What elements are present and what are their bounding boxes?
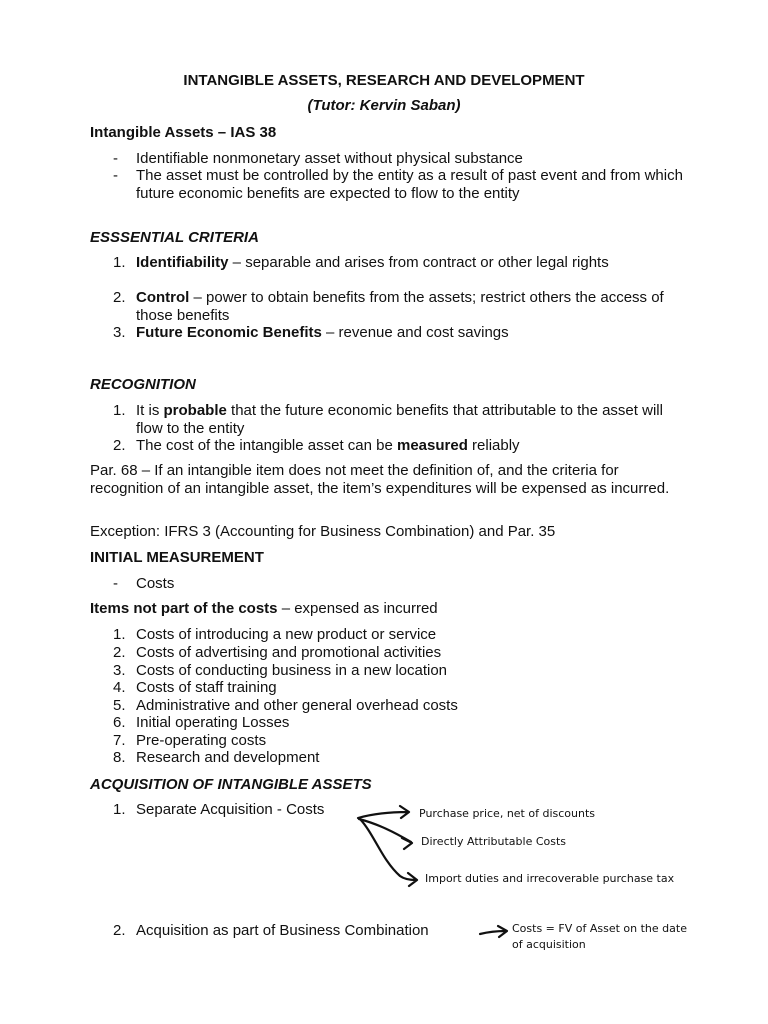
- criteria-desc: – power to obtain benefits from the assets; restrict others the access of those benefits: [136, 289, 664, 324]
- list-text: Pre-operating costs: [136, 732, 267, 749]
- not-part-of-costs-desc: – expensed as incurred: [277, 600, 438, 617]
- list-number: 6.: [113, 714, 126, 731]
- list-number: 3.: [113, 662, 126, 679]
- list-number: 8.: [113, 749, 126, 766]
- recognition-text: It is: [136, 402, 164, 419]
- list-number: 2.: [113, 437, 126, 454]
- criteria-term: Identifiability: [136, 254, 229, 271]
- recognition-text: that the future economic benefits that attributable to the asset will flow to the entity: [136, 402, 663, 437]
- list-number: 5.: [113, 697, 126, 714]
- acquisition-heading: ACQUISITION OF INTANGIBLE ASSETS: [90, 776, 372, 793]
- list-text: Costs of advertising and promotional activities: [136, 644, 442, 661]
- recognition-heading: RECOGNITION: [90, 376, 196, 393]
- arrow-to-fv-costs-icon: [480, 926, 507, 937]
- criteria-term: Future Economic Benefits: [136, 324, 322, 341]
- list-text: Costs of conducting business in a new location: [136, 662, 448, 679]
- list-number: 1.: [113, 254, 126, 271]
- list-text: Costs of staff training: [136, 679, 277, 696]
- criteria-desc: – revenue and cost savings: [321, 324, 509, 341]
- intangible-assets-heading: Intangible Assets – IAS 38: [90, 124, 277, 141]
- recognition-keyword: probable: [163, 402, 227, 419]
- list-text: Administrative and other general overhead costs: [136, 697, 458, 714]
- bullet-text: The asset must be controlled by the entity as a result of past event and from which future economic benefits are expected to flow to the entity: [136, 167, 683, 202]
- recognition-keyword: measured: [397, 437, 468, 454]
- list-text: Initial operating Losses: [136, 714, 290, 731]
- arrow-to-directly-attributable-icon: [359, 819, 412, 849]
- list-number: 1.: [113, 801, 126, 818]
- annotation-import-duties: Import duties and irrecoverable purchase tax: [425, 872, 675, 885]
- initial-measurement-heading: INITIAL MEASUREMENT: [90, 549, 264, 566]
- annotation-fv-line-2: of acquisition: [512, 938, 586, 951]
- bullet-dash: -: [113, 575, 118, 592]
- list-number: 2.: [113, 922, 126, 939]
- document-title: INTANGIBLE ASSETS, RESEARCH AND DEVELOPMENT: [183, 72, 585, 89]
- annotation-directly-attributable: Directly Attributable Costs: [421, 835, 567, 848]
- list-text: Research and development: [136, 749, 320, 766]
- list-number: 1.: [113, 402, 126, 419]
- par68-paragraph: Par. 68 – If an intangible item does not meet the definition of, and the criteria for recognition of an intangible asset, the item’s expenditures will be expensed as incurred.: [90, 462, 670, 497]
- annotation-fv-line-1: Costs = FV of Asset on the date: [512, 922, 687, 935]
- list-text: Acquisition as part of Business Combination: [136, 922, 429, 939]
- bullet-text: Identifiable nonmonetary asset without physical substance: [136, 150, 523, 167]
- essential-criteria-heading: ESSSENTIAL CRITERIA: [90, 229, 259, 246]
- exception-paragraph: Exception: IFRS 3 (Accounting for Business Combination) and Par. 35: [90, 523, 556, 540]
- not-part-of-costs-label: Items not part of the costs: [90, 600, 278, 617]
- list-number: 7.: [113, 732, 126, 749]
- recognition-text: reliably: [467, 437, 520, 454]
- recognition-text: The cost of the intangible asset can be: [136, 437, 397, 454]
- bullet-dash: -: [113, 167, 118, 184]
- list-text: Costs of introducing a new product or service: [136, 626, 437, 643]
- list-number: 4.: [113, 679, 126, 696]
- list-text: Separate Acquisition - Costs: [136, 801, 325, 818]
- criteria-term: Control: [136, 289, 190, 306]
- annotation-purchase-price: Purchase price, net of discounts: [419, 807, 595, 820]
- tutor-line: (Tutor: Kervin Saban): [307, 97, 461, 114]
- list-number: 3.: [113, 324, 126, 341]
- arrow-to-purchase-price-icon: [358, 806, 409, 818]
- bullet-text: Costs: [136, 575, 175, 592]
- criteria-desc: – separable and arises from contract or other legal rights: [228, 254, 609, 271]
- bullet-dash: -: [113, 150, 118, 167]
- list-number: 2.: [113, 644, 126, 661]
- list-number: 1.: [113, 626, 126, 643]
- list-number: 2.: [113, 289, 126, 306]
